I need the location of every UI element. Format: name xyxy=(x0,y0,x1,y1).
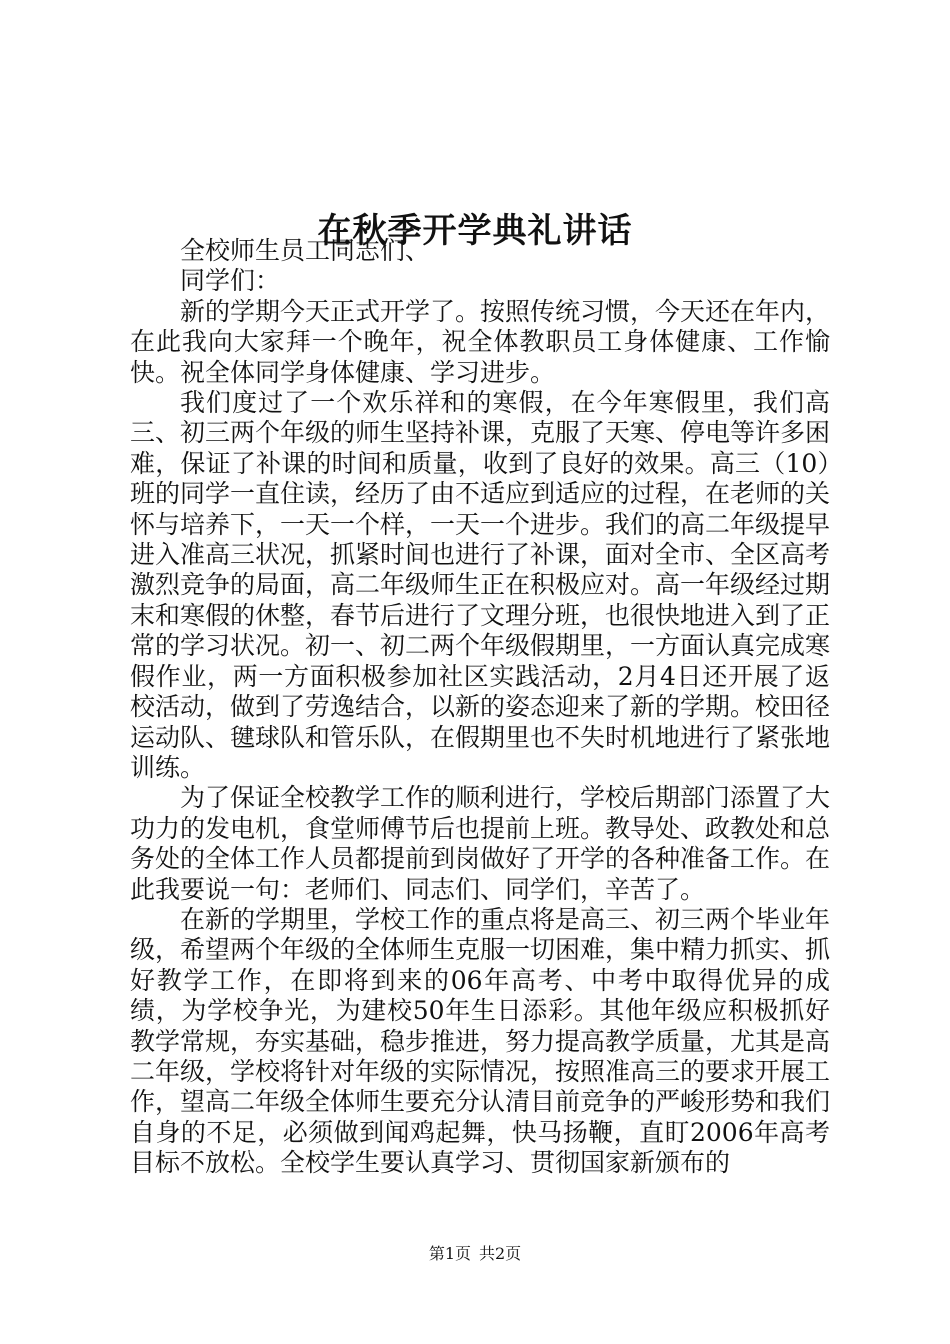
page-number: 第1页 xyxy=(428,1244,471,1263)
document-title: 在秋季开学典礼讲话 xyxy=(317,210,633,251)
page-footer xyxy=(0,1243,950,1265)
body-paragraph: 新的学期今天正式开学了。按照传统习惯，今天还在年内，在此我向大家拜一个晚年，祝全体教职员工身体健康、工作愉快。祝全体同学身体健康、学习进步。 xyxy=(130,296,831,387)
salutation-line: 同学们： xyxy=(180,266,281,296)
body-paragraph: 在新的学期里，学校工作的重点将是高三、初三两个毕业年级，希望两个年级的全体师生克服一切困难，集中精力抓实、抓好教学工作，在即将到来的06年高考、中考中取得优异的成绩，为学校争光，为建校50年生日添彩。其他年级应积极抓好教学常规，夯实基础，稳步推进，努力提高教学质量，尤其是高二年级，学校将针对年级的实际情况，按照准高三的要求开展工作，望高二年级全体师生要充分认清目前竞争的严峻形势和我们自身的不足，必须做到闻鸡起舞，快马扬鞭，直盯2006年高考目标不放松。全校学生要认真学习、贯彻国家新颁布的 xyxy=(130,904,831,1178)
body-paragraph: 我们度过了一个欢乐祥和的寒假，在今年寒假里，我们高三、初三两个年级的师生坚持补课，克服了天寒、停电等许多困难，保证了补课的时间和质量，收到了良好的效果。高三（10）班的同学一直住读，经历了由不适应到适应的过程，在老师的关怀与培养下，一天一个样，一天一个进步。我们的高二年级提早进入准高三状况，抓紧时间也进行了补课，面对全市、全区高考激烈竞争的局面，高二年级师生正在积极应对。高一年级经过期末和寒假的休整，春节后进行了文理分班，也很快地进入到了正常的学习状况。初一、初二两个年级假期里，一方面认真完成寒假作业，两一方面积极参加社区实践活动，2月4日还开展了返校活动，做到了劳逸结合，以新的姿态迎来了新的学期。校田径运动队、毽球队和管乐队，在假期里也不失时机地进行了紧张地训练。 xyxy=(130,388,831,782)
body-paragraph: 为了保证全校教学工作的顺利进行，学校后期部门添置了大功力的发电机，食堂师傅节后也提前上班。教导处、政教处和总务处的全体工作人员都提前到岗做好了开学的各种准备工作。在此我要说一句：老师们、同志们、同学们，辛苦了。 xyxy=(130,783,831,904)
document-body xyxy=(130,236,830,1179)
salutation-line: 全校师生员工同志们、 xyxy=(180,236,431,265)
page-total: 共2页 xyxy=(479,1244,522,1263)
